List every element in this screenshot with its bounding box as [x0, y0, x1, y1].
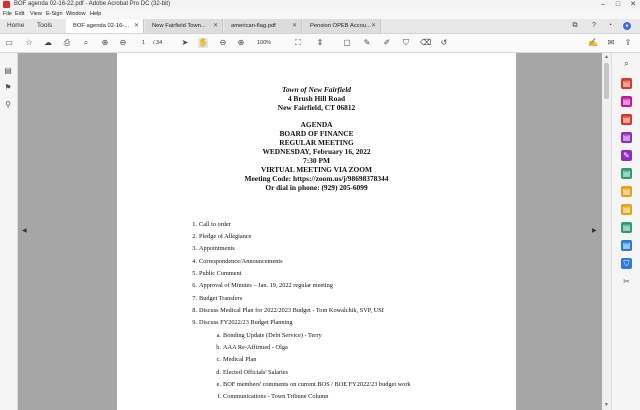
notifications-icon[interactable]: ◔ — [607, 22, 613, 29]
scan-ocr-icon[interactable]: ▤ — [622, 169, 631, 178]
protect-icon[interactable]: ▤ — [622, 187, 631, 196]
meeting-time: 7:30 PM — [303, 156, 330, 165]
right-tools-panel — [611, 53, 640, 410]
zoom-level-dropdown[interactable]: 100% — [257, 40, 272, 46]
window-title: BOF agenda 02-16-22.pdf - Adobe Acrobat Pro DC (32-bit) — [14, 1, 171, 7]
menu-file[interactable]: File — [3, 11, 12, 17]
doc-tab-american-flag[interactable] — [224, 19, 302, 33]
tab-bar — [0, 19, 640, 34]
zoom-out-icon[interactable]: ⊖ — [219, 38, 227, 47]
save-icon[interactable]: ▭ — [5, 38, 13, 47]
select-cursor-icon[interactable]: ➤ — [181, 38, 189, 47]
zoom-in-icon[interactable]: ⊕ — [237, 38, 245, 47]
export-pdf-icon[interactable]: ▤ — [622, 79, 631, 88]
scroll-up-icon[interactable]: ▲ — [604, 54, 609, 60]
menu-view[interactable]: View — [30, 11, 42, 17]
tab-tools[interactable]: Tools — [37, 22, 53, 29]
bookmark-star-icon[interactable]: ☆ — [25, 38, 33, 47]
send-for-comments-icon[interactable]: ▤ — [622, 223, 631, 232]
doc-tab-label: american-flag.pdf — [231, 23, 276, 29]
close-tab-icon[interactable]: ✕ — [212, 23, 218, 29]
tab-home[interactable]: Home — [7, 22, 25, 29]
scrollbar-thumb[interactable] — [604, 63, 609, 99]
meeting-type: REGULAR MEETING — [279, 138, 354, 147]
doc-tab-label: BOF agenda 02-16-... — [73, 23, 130, 29]
close-tab-icon[interactable]: ✕ — [291, 23, 297, 29]
close-button[interactable]: ✕ — [630, 1, 636, 8]
town-name: Town of New Fairfield — [282, 85, 351, 94]
delete-icon[interactable]: ⌫ — [420, 38, 432, 47]
more-tools-icon[interactable]: ✂ — [623, 277, 630, 286]
edit-pdf-icon[interactable]: ▤ — [622, 115, 631, 124]
board-heading: BOARD OF FINANCE — [279, 129, 354, 138]
virtual-meeting-note: VIRTUAL MEETING VIA ZOOM — [260, 165, 373, 174]
user-avatar[interactable]: ● — [623, 22, 631, 30]
menu-bar — [0, 9, 640, 19]
upload-icon[interactable]: ☁ — [44, 38, 52, 47]
menu-edit[interactable]: Edit — [15, 11, 25, 17]
dial-in-number: Or dial in phone: (929) 205-6099 — [265, 183, 368, 192]
collapse-right-panel-icon[interactable]: ▶ — [592, 228, 597, 234]
toolbar — [0, 34, 640, 53]
fit-page-icon[interactable]: ⛶ — [295, 38, 301, 47]
agenda-heading: AGENDA — [300, 120, 333, 129]
doc-tab-label: New Fairfield Town... — [152, 23, 206, 29]
scroll-mode-icon[interactable]: ⇕ — [316, 38, 324, 47]
doc-tab-new-fairfield[interactable] — [145, 19, 223, 33]
fill-sign-icon[interactable]: ▤ — [622, 205, 631, 214]
next-page-icon[interactable]: ⊖ — [119, 38, 127, 47]
bookmarks-icon[interactable]: ⚑ — [4, 83, 12, 92]
menu-help[interactable]: Help — [90, 11, 102, 17]
doc-tab-label: Pension OPEB Accou... — [310, 23, 371, 29]
pdf-page: Town of New Fairfield 4 Brush Hill Road New Fairfield, CT 06812 AGENDA BOARD OF FINANCE REGULAR MEETING WEDNESDAY, February 16, 2022 7:30 PM VIRTUAL MEETING VIA ZOOM Meeting Code: https://zoom.us/j/98698378344 Or dial in phone: (929) 205-6099 1. Call to order 2. Pledge of Allegiance 3. Appointments 4. Correspondence/Announcements 5. Public Comment 6. Approval of Minutes – Jan. 19, 2022 regular meeting 7. Budget Transfers 8. Discuss Medical Plan for 2022/2023 Budget - Tom Kowalchik, SVP, USI 9. Discuss FY2022/23 Budget Planning a. Bonding Update (Debt Service) - Terry b. AAA Re-Affirmed - Olga c. Medical Plan d. Elected Officials' Salaries e. BOF members' comments on current BOS / BOE FY2022/23 budget work f. Communications - Town Tribune Column — [117, 53, 516, 410]
print-icon[interactable]: ⎙ — [63, 38, 71, 47]
undo-icon[interactable]: ↺ — [440, 38, 448, 47]
title-bar — [0, 0, 640, 9]
close-tab-icon[interactable]: ✕ — [133, 23, 139, 29]
left-navigation-panel — [0, 53, 18, 410]
enhance-scans-icon[interactable]: ▤ — [622, 241, 631, 250]
document-viewer[interactable] — [18, 53, 602, 410]
doc-tab-pension-opeb[interactable] — [303, 19, 381, 33]
page-total: / 34 — [153, 40, 163, 46]
stamp-icon[interactable]: ⛉ — [403, 38, 409, 47]
sign-icon[interactable]: ✍ — [588, 38, 598, 47]
comment-icon[interactable]: ▢ — [343, 38, 351, 47]
acrobat-app-icon — [3, 1, 10, 8]
mail-icon[interactable]: ✉ — [607, 38, 615, 47]
pen-icon[interactable]: ✎ — [363, 38, 371, 47]
share-icon[interactable]: ⇪ — [624, 38, 632, 47]
zoom-search-icon[interactable]: ⌕ — [83, 38, 89, 47]
search-tool-icon[interactable]: ⌕ — [624, 59, 629, 68]
minimize-button[interactable]: – — [601, 1, 605, 8]
hand-icon[interactable]: ✋ — [198, 38, 208, 47]
vertical-scrollbar[interactable] — [602, 53, 611, 410]
menu-window[interactable]: Window — [66, 11, 86, 17]
address-line-2: New Fairfield, CT 06812 — [277, 103, 356, 112]
scroll-down-icon[interactable]: ▼ — [604, 402, 609, 408]
prev-page-icon[interactable]: ⊕ — [101, 38, 109, 47]
help-icon[interactable]: ? — [592, 22, 596, 29]
maximize-button[interactable]: □ — [615, 1, 621, 8]
comment-tool-icon[interactable]: ✎ — [621, 150, 632, 161]
page-number-input[interactable]: 1 — [142, 40, 146, 46]
shield-icon[interactable]: ⛉ — [621, 258, 632, 269]
page-thumbnails-icon[interactable]: ▤ — [4, 66, 12, 75]
share-screen-icon[interactable]: ⧉ — [572, 22, 578, 29]
attachments-icon[interactable]: ⚲ — [5, 100, 11, 109]
meeting-date: WEDNESDAY, February 16, 2022 — [262, 147, 371, 156]
highlight-icon[interactable]: ✐ — [383, 38, 391, 47]
meeting-code: Meeting Code: https://zoom.us/j/98698378344 — [244, 174, 389, 183]
doc-tab-bof-agenda[interactable] — [66, 19, 144, 33]
address-line-1: 4 Brush Hill Road — [287, 94, 346, 103]
close-tab-icon[interactable]: ✕ — [370, 23, 376, 29]
create-pdf-icon[interactable]: ▤ — [622, 97, 631, 106]
collapse-left-panel-icon[interactable]: ◀ — [22, 228, 27, 234]
organize-pages-icon[interactable]: ▤ — [622, 133, 631, 142]
menu-esign[interactable]: E-Sign — [46, 11, 63, 17]
